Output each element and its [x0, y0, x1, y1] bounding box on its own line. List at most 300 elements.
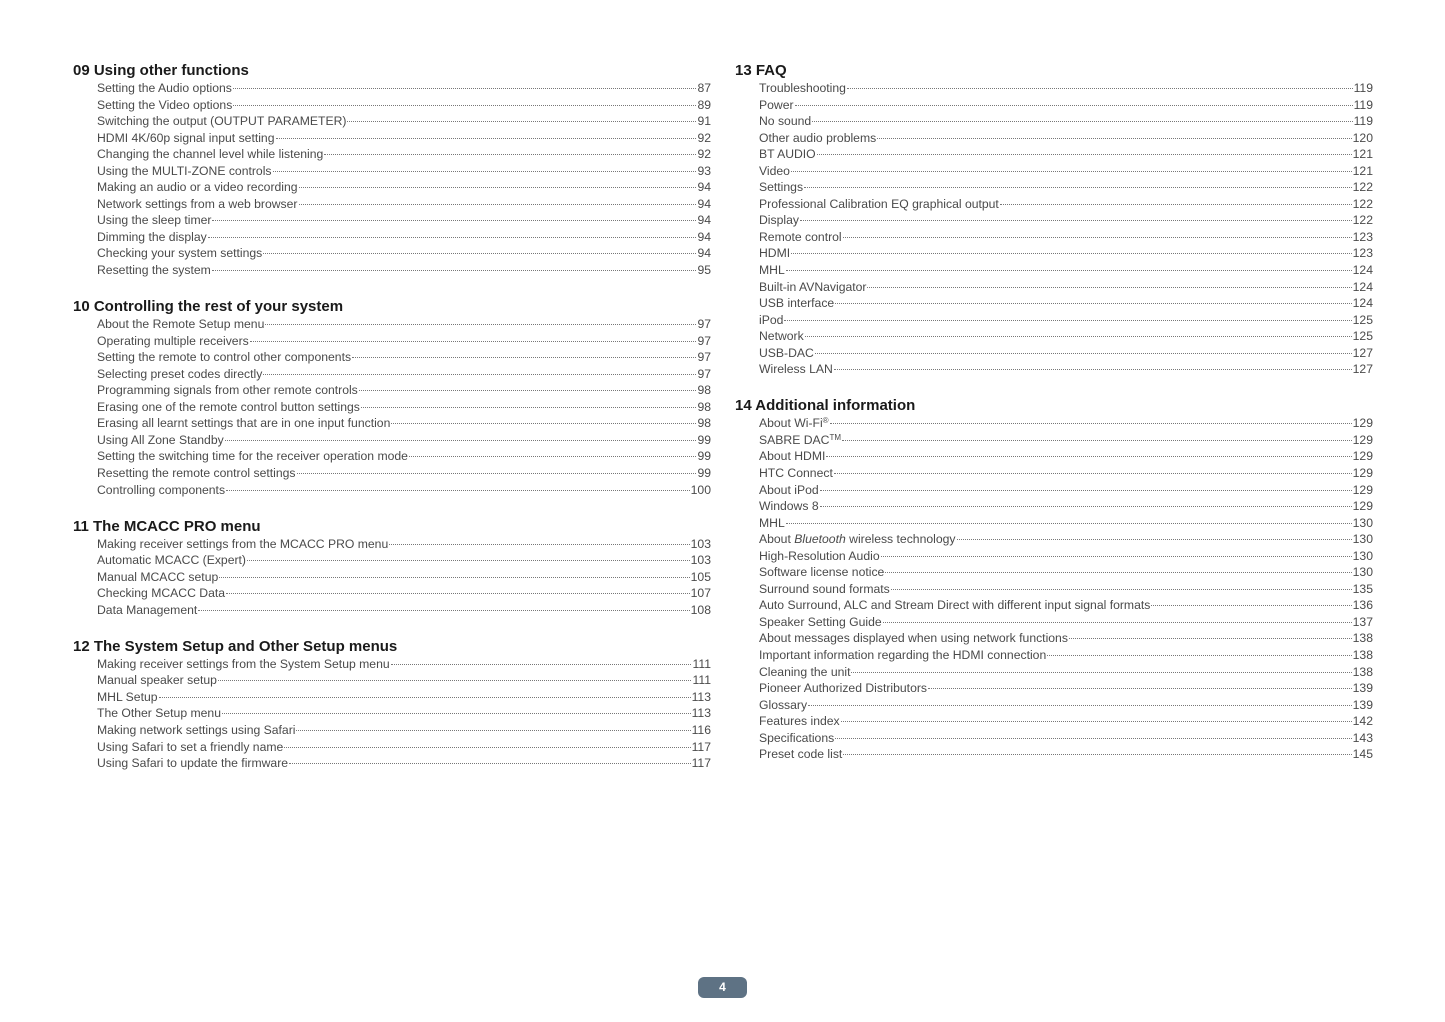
toc-entry-page: 143: [1352, 730, 1373, 745]
dot-leader: [795, 105, 1353, 106]
dot-leader: [1069, 638, 1352, 639]
toc-left-column: [73, 61, 711, 790]
toc-entry-label: [97, 262, 211, 279]
toc-entry[interactable]: [735, 713, 1373, 730]
dot-leader: [409, 456, 696, 457]
toc-entry-text: Controlling components: [97, 482, 226, 497]
dot-leader: [957, 539, 1352, 540]
section-title: 11 The MCACC PRO menu: [73, 517, 261, 535]
dot-leader: [1000, 204, 1352, 205]
toc-entry-text: Built-in AVNavigator: [759, 279, 867, 294]
toc-entry-page: 117: [691, 756, 711, 771]
dot-leader: [784, 320, 1351, 321]
toc-entry-label: [97, 689, 158, 706]
toc-entry[interactable]: [735, 680, 1373, 697]
toc-entry[interactable]: [73, 739, 711, 756]
toc-entry-label: [97, 366, 262, 383]
dot-leader: [817, 154, 1352, 155]
toc-entry[interactable]: [73, 113, 711, 130]
toc-entry[interactable]: [73, 569, 711, 586]
toc-entry-superscript: ®: [822, 416, 829, 426]
toc-entry-text: About iPod: [759, 482, 819, 497]
toc-entry-label: [759, 448, 825, 465]
dot-leader: [847, 88, 1353, 89]
toc-entry-page: 136: [1352, 598, 1373, 613]
page-number-badge: 4: [698, 977, 747, 998]
toc-entry-text: Power: [759, 97, 794, 112]
toc-entry[interactable]: [73, 465, 711, 482]
toc-entry-label: [759, 97, 794, 114]
toc-entry[interactable]: [735, 548, 1373, 565]
toc-entry-label: [97, 212, 211, 229]
toc-entry-label: [759, 130, 876, 147]
toc-entry-label: [97, 536, 388, 553]
toc-entry-superscript: TM: [829, 432, 841, 442]
toc-entry-text: BT AUDIO: [759, 147, 816, 162]
toc-entry[interactable]: [735, 664, 1373, 681]
toc-entry[interactable]: [73, 585, 711, 602]
dot-leader: [212, 220, 696, 221]
dot-leader: [226, 593, 690, 594]
toc-entry[interactable]: [735, 196, 1373, 213]
toc-entry[interactable]: [73, 689, 711, 706]
dot-leader: [361, 407, 697, 408]
dot-leader: [805, 336, 1352, 337]
toc-entry-page: 123: [1352, 229, 1373, 244]
toc-entry-label: [759, 163, 790, 180]
toc-entry-page: 107: [690, 586, 711, 601]
toc-entry-page: 89: [697, 97, 711, 112]
toc-entry[interactable]: [735, 163, 1373, 180]
toc-entry-page: 125: [1352, 312, 1373, 327]
toc-right-column: [735, 61, 1373, 781]
toc-entry-text: iPod: [759, 312, 784, 327]
toc-entry[interactable]: [73, 755, 711, 772]
toc-entry-label: [97, 179, 298, 196]
toc-entry[interactable]: [735, 113, 1373, 130]
toc-entry-label: [759, 630, 1068, 647]
toc-entry-text: Video: [759, 163, 790, 178]
toc-entry-page: 108: [690, 602, 711, 617]
toc-entry[interactable]: [73, 212, 711, 229]
toc-entry[interactable]: [735, 531, 1373, 548]
toc-entry-page: 87: [697, 81, 711, 95]
toc-entry-page: 111: [692, 656, 711, 671]
toc-entry-page: 129: [1352, 482, 1373, 497]
toc-entry-label: [97, 722, 295, 739]
toc-entry-text: Using the MULTI-ZONE controls: [97, 163, 272, 178]
toc-entry-page: 130: [1352, 565, 1373, 580]
toc-entry[interactable]: [735, 146, 1373, 163]
toc-entry-text: Checking your system settings: [97, 246, 263, 261]
toc-entry-label: [759, 746, 842, 763]
toc-entry-page: 122: [1352, 213, 1373, 228]
dot-leader: [297, 473, 697, 474]
toc-entry[interactable]: [735, 630, 1373, 647]
toc-entry-page: 119: [1353, 114, 1373, 129]
dot-leader: [391, 423, 696, 424]
toc-entry-page: 98: [697, 416, 711, 431]
toc-entry-text: Software license notice: [759, 565, 885, 580]
toc-entry-text: Specifications: [759, 730, 835, 745]
toc-entry[interactable]: [735, 97, 1373, 114]
toc-entry[interactable]: [73, 229, 711, 246]
toc-entry-label: [97, 229, 207, 246]
toc-entry-text: MHL: [759, 263, 785, 278]
toc-entry-label: [759, 614, 882, 631]
toc-entry-list: [73, 80, 711, 279]
dot-leader: [324, 154, 696, 155]
toc-entry[interactable]: [735, 328, 1373, 345]
section-title: 13 FAQ: [735, 62, 787, 79]
toc-entry-text: HTC Connect: [759, 465, 833, 480]
toc-entry-text: Selecting preset codes directly: [97, 366, 263, 381]
dot-leader: [786, 270, 1352, 271]
toc-entry[interactable]: [735, 179, 1373, 196]
dot-leader: [208, 237, 697, 238]
dot-leader: [834, 473, 1352, 474]
toc-entry-page: 99: [697, 432, 711, 447]
dot-leader: [800, 220, 1352, 221]
dot-leader: [820, 506, 1352, 507]
toc-entry-label: [759, 262, 785, 279]
dot-leader: [225, 440, 697, 441]
dot-leader: [835, 303, 1351, 304]
toc-entry-page: 99: [697, 465, 711, 480]
toc-entry-text: Remote control: [759, 229, 842, 244]
toc-entry[interactable]: [735, 245, 1373, 262]
toc-entry-text: Network settings from a web browser: [97, 196, 298, 211]
toc-entry[interactable]: [73, 448, 711, 465]
toc-entry-label: [97, 465, 296, 482]
toc-entry-label: [97, 97, 232, 114]
toc-entry[interactable]: [73, 245, 711, 262]
toc-entry-page: 120: [1352, 130, 1373, 145]
toc-entry-page: 97: [697, 366, 711, 381]
dot-leader: [296, 730, 690, 731]
toc-entry-text: Making an audio or a video recording: [97, 180, 298, 195]
toc-entry-text: Wireless LAN: [759, 362, 833, 377]
toc-entry[interactable]: [735, 229, 1373, 246]
toc-entry-label: [759, 312, 783, 329]
toc-entry[interactable]: [735, 564, 1373, 581]
toc-entry-label: [97, 482, 225, 499]
toc-entry[interactable]: [735, 697, 1373, 714]
toc-entry-label: [97, 552, 246, 569]
toc-entry-text: Setting the switching time for the receiver operation mode: [97, 449, 408, 464]
toc-entry[interactable]: [73, 333, 711, 350]
section-title: 12 The System Setup and Other Setup menus: [73, 637, 398, 655]
toc-entry[interactable]: [735, 80, 1373, 97]
toc-entry[interactable]: [735, 279, 1373, 296]
toc-section: [735, 396, 1373, 762]
toc-entry-text: Automatic MCACC (Expert): [97, 553, 246, 568]
toc-entry[interactable]: [73, 602, 711, 619]
toc-entry-text: About the Remote Setup menu: [97, 317, 265, 332]
toc-entry[interactable]: [735, 345, 1373, 362]
toc-entry-page: 137: [1352, 614, 1373, 629]
toc-entry-label: [97, 448, 408, 465]
toc-entry-page: 95: [697, 263, 711, 278]
toc-entry-page: 122: [1352, 196, 1373, 211]
toc-entry-label: [97, 349, 351, 366]
toc-entry-page: 124: [1352, 263, 1373, 278]
toc-entry-page: 129: [1352, 432, 1373, 447]
toc-entry-page: 138: [1352, 648, 1373, 662]
toc-entry[interactable]: [73, 130, 711, 147]
dot-leader: [289, 763, 691, 764]
toc-entry-text: Using All Zone Standby: [97, 432, 224, 447]
toc-entry-label: [97, 245, 262, 262]
toc-entry-text: Pioneer Authorized Distributors: [759, 681, 927, 696]
toc-entry-label: [759, 647, 1046, 664]
toc-entry[interactable]: [73, 316, 711, 333]
toc-entry-label: [97, 163, 272, 180]
toc-entry-label: [97, 415, 390, 432]
dot-leader: [273, 171, 697, 172]
toc-entry-text: Network: [759, 329, 804, 344]
toc-entry-page: 121: [1352, 163, 1373, 178]
toc-entry[interactable]: [735, 746, 1373, 763]
toc-entry[interactable]: [73, 97, 711, 114]
toc-entry[interactable]: [73, 432, 711, 449]
dot-leader: [218, 680, 692, 681]
toc-entry-page: 130: [1352, 532, 1373, 547]
toc-entry[interactable]: [73, 722, 711, 739]
dot-leader: [891, 589, 1352, 590]
toc-section: [73, 517, 711, 619]
toc-entry-page: 138: [1352, 664, 1373, 679]
toc-entry-text: Checking MCACC Data: [97, 586, 226, 601]
toc-entry[interactable]: [735, 262, 1373, 279]
toc-entry[interactable]: [735, 614, 1373, 631]
toc-entry-page: 130: [1352, 548, 1373, 563]
toc-entry-text: About messages displayed when using network functions: [759, 631, 1068, 646]
toc-entry-page: 139: [1352, 681, 1373, 696]
dot-leader: [263, 253, 696, 254]
toc-entry-page: 92: [697, 147, 711, 162]
toc-entry-label: [97, 196, 298, 213]
dot-leader: [834, 369, 1352, 370]
toc-entry-label: [759, 212, 799, 229]
toc-entry[interactable]: [735, 415, 1373, 432]
toc-entry[interactable]: [73, 80, 711, 97]
toc-entry-text: MHL: [759, 515, 785, 530]
toc-entry-page: 98: [697, 399, 711, 414]
toc-entry-label: [759, 597, 1150, 614]
toc-entry-page: 98: [697, 383, 711, 398]
toc-entry-page: 119: [1353, 97, 1373, 112]
toc-entry[interactable]: [735, 212, 1373, 229]
dot-leader: [842, 440, 1352, 441]
toc-entry[interactable]: [73, 382, 711, 399]
toc-entry[interactable]: [735, 730, 1373, 747]
toc-entry-text: Cleaning the unit: [759, 664, 851, 679]
toc-entry-text: Dimming the display: [97, 229, 207, 244]
toc-entry[interactable]: [73, 415, 711, 432]
toc-entry-label: [97, 739, 283, 756]
toc-entry-page: 139: [1352, 697, 1373, 712]
toc-entry[interactable]: [73, 179, 711, 196]
toc-entry-page: 129: [1352, 499, 1373, 514]
toc-entry[interactable]: [735, 295, 1373, 312]
toc-entry[interactable]: [735, 448, 1373, 465]
toc-entry-label: [97, 432, 224, 449]
toc-entry-text-rest: wireless technology: [845, 532, 956, 547]
toc-entry[interactable]: [735, 597, 1373, 614]
toc-entry-text: Making network settings using Safari: [97, 723, 296, 737]
toc-entry-text: Manual MCACC setup: [97, 569, 219, 584]
toc-entry-text: Programming signals from other remote controls: [97, 383, 358, 398]
toc-entry-page: 91: [697, 114, 711, 129]
dot-leader: [820, 490, 1352, 491]
toc-entry-text: Erasing all learnt settings that are in one input function: [97, 416, 391, 431]
dot-leader: [804, 187, 1352, 188]
toc-entry-text: About Wi-Fi: [759, 416, 823, 431]
toc-entry-page: 97: [697, 333, 711, 348]
toc-entry-text: Using Safari to update the firmware: [97, 756, 289, 771]
toc-entry[interactable]: [73, 672, 711, 689]
toc-entry-text: Setting the remote to control other components: [97, 350, 352, 365]
toc-section: [73, 637, 711, 772]
toc-entry-text: Changing the channel level while listening: [97, 147, 324, 162]
dot-leader: [826, 456, 1351, 457]
toc-entry-page: 94: [697, 213, 711, 228]
dot-leader: [299, 187, 697, 188]
toc-entry-text: Troubleshooting: [759, 81, 846, 95]
toc-entry-label: [759, 279, 866, 296]
dot-leader: [250, 341, 697, 342]
toc-entry-label: [759, 328, 804, 345]
dot-leader: [247, 560, 690, 561]
toc-entry-page: 124: [1352, 296, 1373, 311]
toc-entry[interactable]: [735, 581, 1373, 598]
toc-entry-page: 94: [697, 229, 711, 244]
toc-entry-page: 92: [697, 130, 711, 145]
toc-entry-label: [97, 113, 346, 130]
toc-entry[interactable]: [73, 552, 711, 569]
toc-entry-page: 127: [1352, 345, 1373, 360]
dot-leader: [1151, 605, 1351, 606]
toc-entry-text: Switching the output (OUTPUT PARAMETER): [97, 114, 347, 129]
toc-entry-text: About: [759, 532, 795, 547]
toc-entry[interactable]: [735, 482, 1373, 499]
toc-entry-text: Operating multiple receivers: [97, 333, 249, 348]
toc-entry[interactable]: [735, 515, 1373, 532]
toc-entry[interactable]: [73, 262, 711, 279]
toc-entry-label: [759, 196, 999, 213]
toc-entry-text: Erasing one of the remote control button settings: [97, 399, 360, 414]
dot-leader: [222, 713, 691, 714]
toc-entry-list: [73, 536, 711, 619]
toc-entry-text: Making receiver settings from the MCACC PRO menu: [97, 536, 389, 551]
dot-leader: [885, 572, 1351, 573]
toc-entry-label: [97, 399, 360, 416]
toc-entry[interactable]: [735, 465, 1373, 482]
toc-entry[interactable]: [73, 163, 711, 180]
toc-entry-page: 135: [1352, 581, 1373, 596]
toc-section: [735, 61, 1373, 378]
toc-entry-page: 94: [697, 180, 711, 195]
toc-entry-list: [735, 415, 1373, 762]
toc-entry-text: HDMI: [759, 246, 791, 261]
toc-entry[interactable]: [735, 130, 1373, 147]
toc-entry-label: [759, 713, 840, 730]
toc-entry-text: Using Safari to set a friendly name: [97, 739, 284, 754]
toc-entry-label: [759, 581, 890, 598]
toc-entry-page: 105: [690, 569, 711, 584]
toc-entry[interactable]: [73, 366, 711, 383]
dot-leader: [347, 121, 696, 122]
toc-entry-label: [97, 705, 221, 722]
toc-entry-page: 145: [1352, 747, 1373, 762]
dot-leader: [867, 287, 1351, 288]
toc-entry-label: [759, 432, 841, 449]
toc-entry[interactable]: [73, 196, 711, 213]
toc-entry[interactable]: [73, 146, 711, 163]
dot-leader: [808, 705, 1352, 706]
toc-entry-text: USB interface: [759, 296, 835, 311]
toc-entry-text: No sound: [759, 114, 812, 129]
toc-entry-page: 129: [1352, 465, 1373, 480]
toc-entry[interactable]: [73, 536, 711, 553]
toc-entry-text: High-Resolution Audio: [759, 548, 880, 563]
toc-entry[interactable]: [735, 312, 1373, 329]
dot-leader: [212, 270, 697, 271]
toc-entry[interactable]: [73, 482, 711, 499]
toc-entry[interactable]: [73, 349, 711, 366]
toc-entry-label: [759, 564, 884, 581]
toc-entry[interactable]: [735, 432, 1373, 449]
toc-entry[interactable]: [73, 399, 711, 416]
toc-entry-text: Glossary: [759, 697, 808, 712]
toc-entry-text: Resetting the remote control settings: [97, 465, 296, 480]
toc-entry[interactable]: [735, 498, 1373, 515]
toc-entry-label: [759, 498, 819, 515]
toc-entry-page: 124: [1352, 279, 1373, 294]
toc-entry-label: [759, 345, 814, 362]
dot-leader: [841, 721, 1352, 722]
toc-entry-page: 116: [691, 723, 711, 737]
toc-entry-list: [73, 316, 711, 498]
toc-entry-label: [759, 415, 829, 432]
dot-leader: [226, 490, 690, 491]
toc-entry-page: 100: [690, 482, 711, 497]
toc-entry-italic: Bluetooth: [794, 532, 846, 547]
toc-entry-label: [759, 697, 807, 714]
toc-entry-text: HDMI 4K/60p signal input setting: [97, 130, 275, 145]
toc-entry[interactable]: [735, 361, 1373, 378]
dot-leader: [812, 121, 1352, 122]
toc-entry[interactable]: [735, 647, 1373, 664]
toc-entry-text: Settings: [759, 180, 804, 195]
toc-entry-text: Display: [759, 213, 799, 228]
section-title: 14 Additional information: [735, 397, 916, 415]
toc-entry-text: Other audio problems: [759, 130, 877, 145]
toc-entry-label: [759, 548, 880, 565]
dot-leader: [851, 672, 1351, 673]
dot-leader: [198, 610, 689, 611]
toc-entry-label: [97, 656, 390, 673]
dot-leader: [835, 738, 1351, 739]
toc-entry[interactable]: [73, 705, 711, 722]
dot-leader: [159, 697, 691, 698]
dot-leader: [830, 423, 1352, 424]
toc-entry-page: 121: [1352, 147, 1373, 162]
dot-leader: [815, 353, 1352, 354]
toc-entry-page: 125: [1352, 329, 1373, 344]
toc-entry[interactable]: [73, 656, 711, 673]
